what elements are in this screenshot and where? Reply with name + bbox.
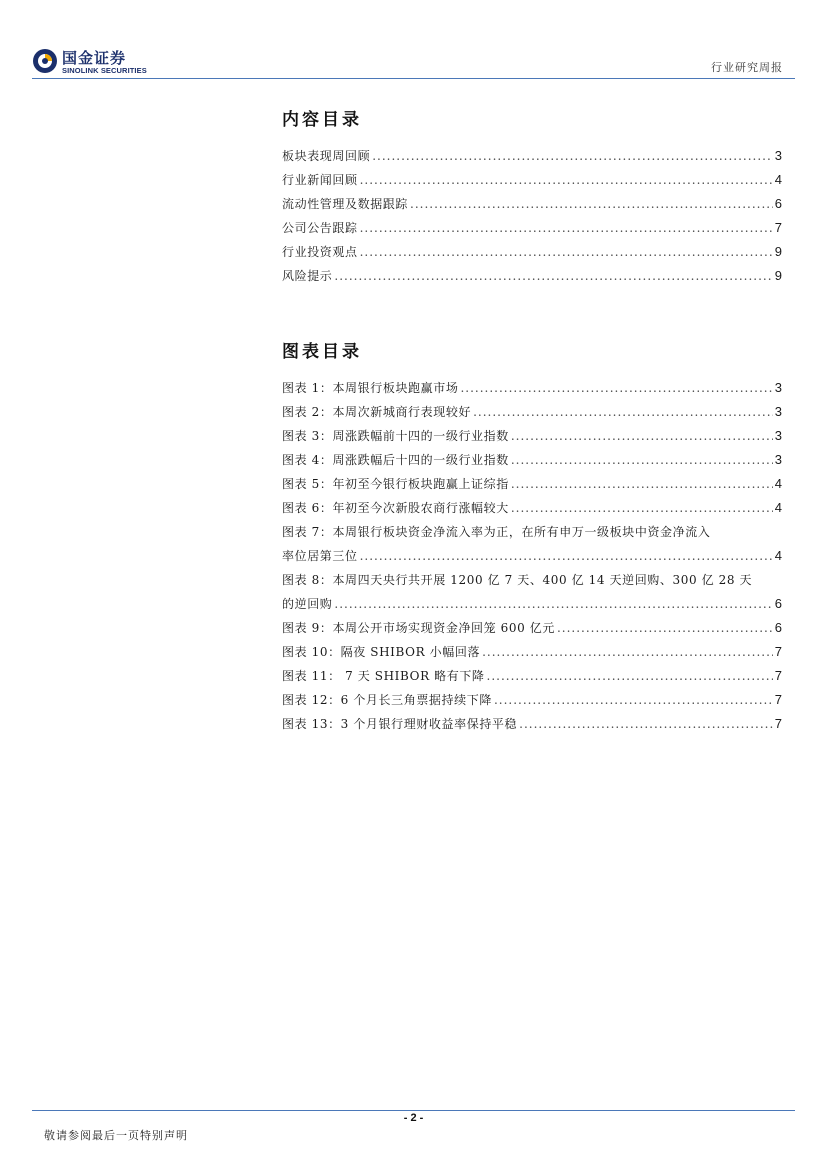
figure-entry-label: 图表 13：3 个月银行理财收益率保持平稳 bbox=[282, 717, 518, 731]
contents-entry-page: 9 bbox=[774, 244, 782, 259]
document-type: 行业研究周报 bbox=[711, 61, 783, 74]
dot-leader bbox=[482, 640, 773, 664]
contents-entry-label: 风险提示 bbox=[282, 269, 333, 283]
contents-section bbox=[282, 110, 782, 288]
figures-section bbox=[282, 342, 782, 736]
figure-entry[interactable] bbox=[282, 376, 782, 400]
dot-leader bbox=[519, 712, 773, 736]
dot-leader bbox=[410, 192, 773, 216]
figure-entry-label: 图表 1：本周银行板块跑赢市场 bbox=[282, 381, 459, 395]
logo-chinese-name: 国金证券 bbox=[62, 49, 127, 67]
figure-entry-page: 6 bbox=[774, 620, 782, 635]
dot-leader bbox=[511, 472, 773, 496]
contents-entry-page: 6 bbox=[774, 196, 782, 211]
contents-entry[interactable] bbox=[282, 144, 782, 168]
logo-english-name: SINOLINK SECURITIES bbox=[62, 66, 147, 75]
figure-entry-page: 4 bbox=[774, 548, 782, 563]
sinolink-logo-icon bbox=[32, 48, 58, 74]
dot-leader bbox=[460, 376, 772, 400]
contents-entry[interactable] bbox=[282, 168, 782, 192]
figure-entry-label: 图表 10：隔夜 SHIBOR 小幅回落 bbox=[282, 645, 481, 659]
figure-entry-label-continued: 的逆回购 bbox=[282, 597, 333, 611]
page-header bbox=[0, 0, 827, 82]
contents-entry-label: 公司公告跟踪 bbox=[282, 221, 358, 235]
figure-entry-page: 4 bbox=[774, 476, 782, 491]
figure-entry-label: 图表 3：周涨跌幅前十四的一级行业指数 bbox=[282, 429, 509, 443]
footer-divider bbox=[32, 1110, 795, 1111]
figure-entry-label-continued: 率位居第三位 bbox=[282, 549, 358, 563]
disclaimer-note: 敬请参阅最后一页特别声明 bbox=[44, 1129, 188, 1142]
contents-entry[interactable] bbox=[282, 264, 782, 288]
contents-entry-label: 行业新闻回顾 bbox=[282, 173, 358, 187]
dot-leader bbox=[473, 400, 773, 424]
company-logo bbox=[32, 46, 162, 78]
figure-entry-page: 7 bbox=[774, 668, 782, 683]
contents-entry[interactable] bbox=[282, 216, 782, 240]
figure-entry-page: 7 bbox=[774, 644, 782, 659]
figure-entry-label: 图表 8：本周四天央行共开展 1200 亿 7 天、400 亿 14 天逆回购、300 亿 28 天 bbox=[282, 573, 753, 587]
figure-entry-page: 3 bbox=[774, 404, 782, 419]
figure-entry-label: 图表 12：6 个月长三角票据持续下降 bbox=[282, 693, 492, 707]
contents-entry-label: 流动性管理及数据跟踪 bbox=[282, 197, 409, 211]
dot-leader bbox=[511, 496, 773, 520]
figures-title: 图表目录 bbox=[282, 342, 362, 362]
dot-leader bbox=[494, 688, 773, 712]
dot-leader bbox=[557, 616, 773, 640]
figure-entry[interactable] bbox=[282, 448, 782, 472]
figure-entry-page: 3 bbox=[774, 380, 782, 395]
figure-entry[interactable] bbox=[282, 640, 782, 664]
header-divider bbox=[32, 78, 795, 79]
figure-entry[interactable] bbox=[282, 616, 782, 640]
figure-entry[interactable] bbox=[282, 688, 782, 712]
figure-entry[interactable] bbox=[282, 568, 782, 616]
figure-entry[interactable] bbox=[282, 664, 782, 688]
dot-leader bbox=[360, 216, 773, 240]
figure-entry-label: 图表 2：本周次新城商行表现较好 bbox=[282, 405, 472, 419]
figure-entry-label: 图表 5：年初至今银行板块跑赢上证综指 bbox=[282, 477, 509, 491]
figure-entry-label: 图表 7：本周银行板块资金净流入率为正，在所有申万一级板块中资金净流入 bbox=[282, 525, 711, 539]
figure-entry-page: 6 bbox=[774, 596, 782, 611]
figure-entry-label: 图表 9：本周公开市场实现资金净回笼 600 亿元 bbox=[282, 621, 555, 635]
contents-entry-page: 9 bbox=[774, 268, 782, 283]
figure-entry[interactable] bbox=[282, 496, 782, 520]
figure-entry[interactable] bbox=[282, 400, 782, 424]
dot-leader bbox=[511, 424, 773, 448]
contents-entry-page: 4 bbox=[774, 172, 782, 187]
dot-leader bbox=[360, 168, 773, 192]
page-number: - 2 - bbox=[403, 1112, 424, 1124]
figure-entry-label: 图表 4：周涨跌幅后十四的一级行业指数 bbox=[282, 453, 509, 467]
figure-entry-label: 图表 6：年初至今次新股农商行涨幅较大 bbox=[282, 501, 509, 515]
figure-entry[interactable] bbox=[282, 472, 782, 496]
contents-entry-label: 行业投资观点 bbox=[282, 245, 358, 259]
figure-entry-page: 7 bbox=[774, 716, 782, 731]
figure-entry-page: 3 bbox=[774, 428, 782, 443]
contents-entry-page: 7 bbox=[774, 220, 782, 235]
contents-entry-label: 板块表现周回顾 bbox=[282, 149, 371, 163]
figure-entry-label: 图表 11： 7 天 SHIBOR 略有下降 bbox=[282, 669, 485, 683]
figure-entry[interactable] bbox=[282, 712, 782, 736]
figure-entry-page: 7 bbox=[774, 692, 782, 707]
contents-entry[interactable] bbox=[282, 192, 782, 216]
figure-entry-page: 3 bbox=[774, 452, 782, 467]
dot-leader bbox=[334, 264, 772, 288]
dot-leader bbox=[487, 664, 773, 688]
dot-leader bbox=[511, 448, 773, 472]
figure-entry-page: 4 bbox=[774, 500, 782, 515]
dot-leader bbox=[360, 544, 773, 568]
figure-entry[interactable] bbox=[282, 520, 782, 568]
dot-leader bbox=[334, 592, 772, 616]
figure-entry[interactable] bbox=[282, 424, 782, 448]
dot-leader bbox=[372, 144, 773, 168]
contents-entry-page: 3 bbox=[774, 148, 782, 163]
contents-title: 内容目录 bbox=[282, 110, 362, 130]
dot-leader bbox=[360, 240, 773, 264]
contents-entry[interactable] bbox=[282, 240, 782, 264]
